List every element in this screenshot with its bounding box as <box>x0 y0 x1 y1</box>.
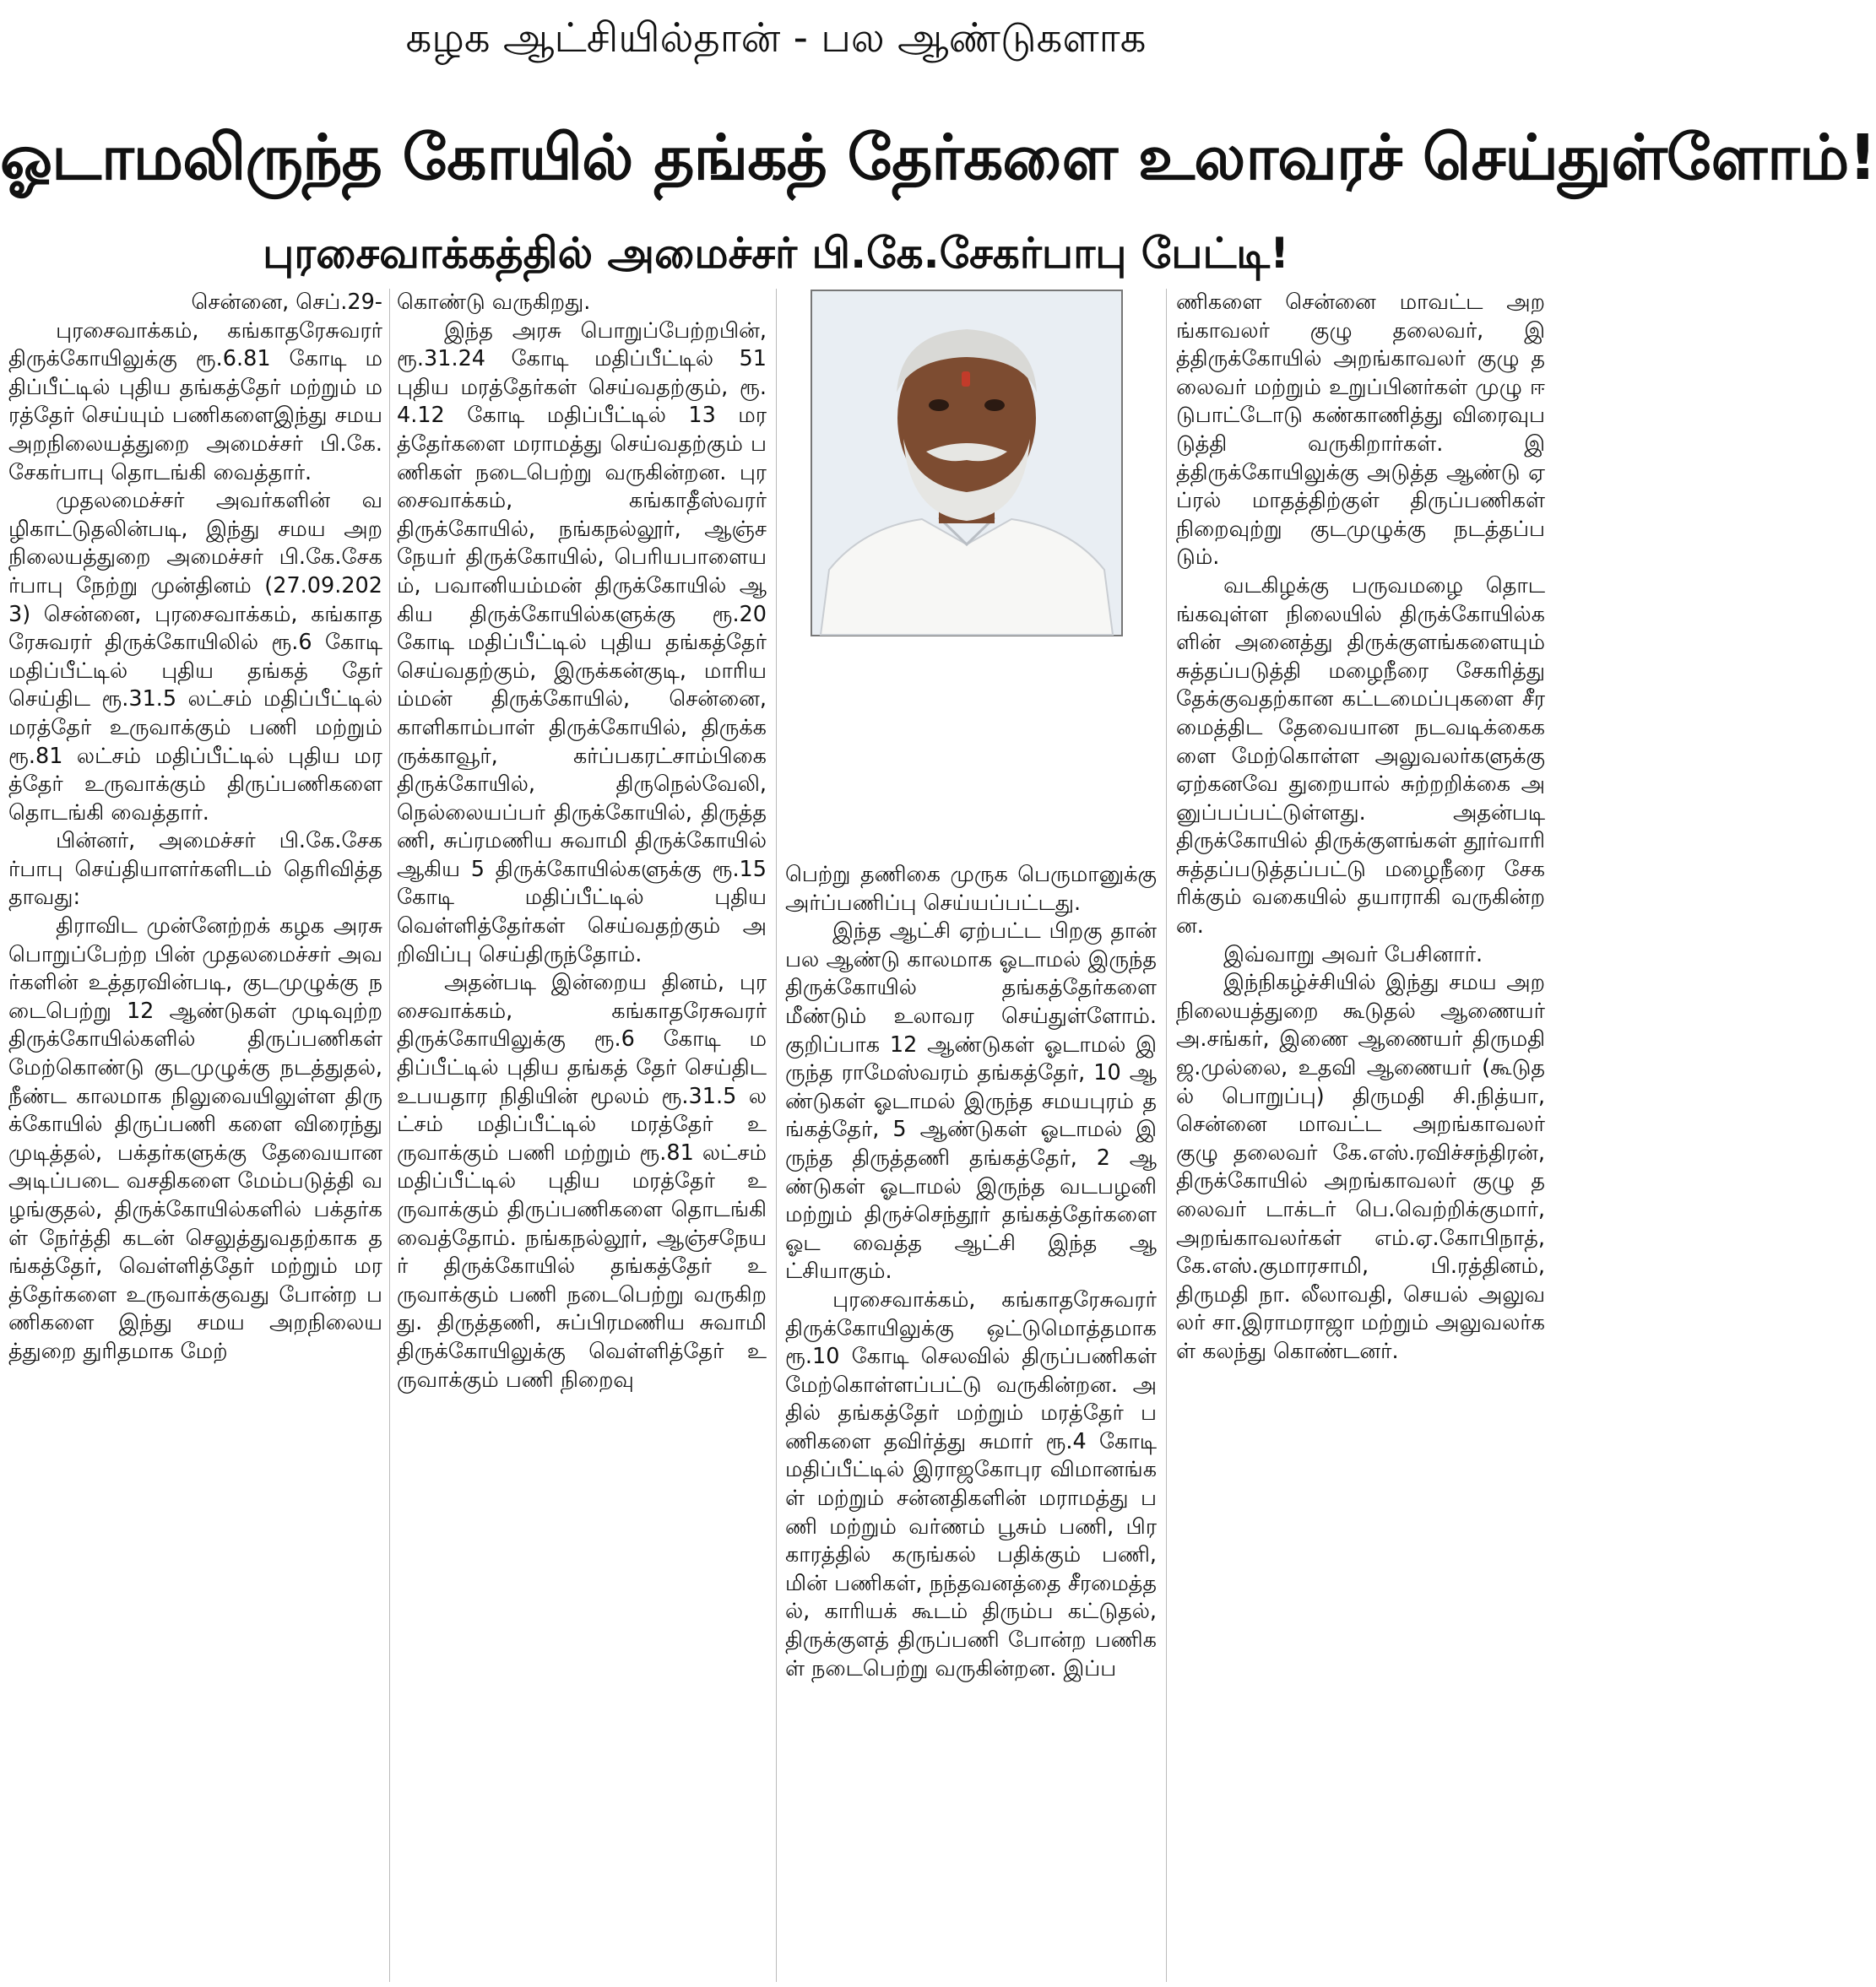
headline: ஓடாமலிருந்த கோயில் தங்கத் தேர்களை உலாவரச் செய்துள்ளோம்! <box>0 122 1876 194</box>
paragraph: திராவிட முன்னேற்றக் கழக அரசு பொறுப்பேற்ற பின் முதலமைச்சர் அவர்களின் உத்தரவின்படி, குடமுழுக்கு நடைபெற்று 12 ஆண்டுகள் முடிவுற்ற திருக்கோயில்களில் திருப்பணிகள் மேற்கொண்டு குடமுழுக்கு நடத்துதல், நீண்ட காலமாக நிலுவையிலுள்ள திரு க்கோயில் திருப்பணி களை விரைந்து முடித்தல், பக்தர்களுக்கு தேவையான அடிப்படை வசதிகளை மேம்படுத்தி வழங்குதல், திருக்கோயில்களில் பக்தர்கள் நேர்த்தி கடன் செலுத்துவதற்காக தங்கத்தேர், வெள்ளித்தேர் மற்றும் மரத்தேர்களை உருவாக்குவது போன்ற பணிகளை இந்து சமய அறநிலையத்துறை துரிதமாக மேற் <box>8 913 382 1364</box>
paragraph: புரசைவாக்கம், கங்காதரேசுவரர் திருக்கோயிலுக்கு ஒட்டுமொத்தமாக ரூ.10 கோடி செலவில் திருப்பணிகள் மேற்கொள்ளப்பட்டு வருகின்றன. அதில் தங்கத்தேர் மற்றும் மரத்தேர் பணிகளை தவிர்த்து சுமார் ரூ.4 கோடி மதிப்பீட்டில் இராஜகோபுர விமானங்கள் மற்றும் சன்னதிகளின் மராமத்து பணி மற்றும் வர்ணம் பூசும் பணி, பிரகாரத்தில் கருங்கல் பதிக்கும் பணி, மின் பணிகள், நந்தவனத்தை சீரமைத்தல், காரியக் கூடம் திரும்ப கட்டுதல், திருக்குளத் திருப்பணி போன்ற பணிகள் நடைபெற்று வருகின்றன. இப்ப <box>785 1286 1157 1681</box>
paragraph: இந்நிகழ்ச்சியில் இந்து சமய அறநிலையத்துறை கூடுதல் ஆணையர் அ.சங்கர், இணை ஆணையர் திருமதி ஜ.முல்லை, உதவி ஆணையர் (கூடுதல் பொறுப்பு) திருமதி சி.நித்யா, சென்னை மாவட்ட அறங்காவலர் குழு தலைவர் கே.எஸ்.ரவிச்சந்திரன், திருக்கோயில் அறங்காவலர் குழு தலைவர் டாக்டர் பெ.வெற்றிக்குமார், அறங்காவலர்கள் எம்.ஏ.கோபிநாத், கே.எஸ்.குமாரசாமி, பி.ரத்தினம், திருமதி நா. லீலாவதி, செயல் அலுவலர் சா.இராமராஜா மற்றும் அலுவலர்கள் கலந்து கொண்டனர். <box>1176 970 1545 1364</box>
kicker-line: கழக ஆட்சியில்தான் - பல ஆண்டுகளாக <box>405 14 1147 62</box>
minister-portrait-photo <box>811 290 1123 636</box>
article-column-2 <box>397 289 767 1982</box>
column-divider <box>389 289 390 1982</box>
paragraph: இவ்வாறு அவர் பேசினார். <box>1223 941 1483 967</box>
column-divider <box>1166 289 1167 1982</box>
article-column-3 <box>785 861 1157 1982</box>
paragraph: இந்த ஆட்சி ஏற்பட்ட பிறகு தான் பல ஆண்டு காலமாக ஓடாமல் இருந்த திருக்கோயில் தங்கத்தேர்களை மீண்டும் உலாவர செய்துள்ளோம். குறிப்பாக 12 ஆண்டுகள் ஓடாமல் இருந்த ராமேஸ்வரம் தங்கத்தேர், 10 ஆண்டுகள் ஓடாமல் இருந்த சமயபுரம் தங்கத்தேர், 5 ஆண்டுகள் ஓடாமல் இருந்த திருத்தணி தங்கத்தேர், 2 ஆண்டுகள் ஓடாமல் இருந்த வடபழனி மற்றும் திருச்செந்தூர் தங்கத்தேர்களை ஓட வைத்த ஆட்சி இந்த ஆட்சியாகும். <box>785 918 1157 1285</box>
paragraph: ணிகளை சென்னை மாவட்ட அறங்காவலர் குழு தலைவர், இத்திருக்கோயில் அறங்காவலர் குழு தலைவர் மற்றும் உறுப்பினர்கள் முழு ஈடுபாட்டோடு கண்காணித்து விரைவுபடுத்தி வருகிறார்கள். இத்திருக்கோயிலுக்கு அடுத்த ஆண்டு ஏப்ரல் மாதத்திற்குள் திருப்பணிகள் நிறைவுற்று குடமுழுக்கு நடத்தப்படும். <box>1176 290 1545 571</box>
article-column-4 <box>1176 289 1545 1982</box>
paragraph: பின்னர், அமைச்சர் பி.கே.சேகர்பாபு செய்தியாளர்களிடம் தெரிவித்ததாவது: <box>8 828 382 911</box>
paragraph: இந்த அரசு பொறுப்பேற்றபின், ரூ.31.24 கோடி மதிப்பீட்டில் 51 புதிய மரத்தேர்கள் செய்வதற்கும், ரூ.4.12 கோடி மதிப்பீட்டில் 13 மரத்தேர்களை மராமத்து செய்வதற்கும் பணிகள் நடைபெற்று வருகின்றன. புரசைவாக்கம், கங்காதீஸ்வரர் திருக்கோயில், நங்கநல்லூர், ஆஞ்சநேயர் திருக்கோயில், பெரியபாளையம், பவானியம்மன் திருக்கோயில் ஆகிய திருக்கோயில்களுக்கு ரூ.20 கோடி மதிப்பீட்டில் புதிய தங்கத்தேர் செய்வதற்கும், இருக்கன்குடி, மாரியம்மன் திருக்கோயில், சென்னை, காளிகாம்பாள் திருக்கோயில், திருக்கருக்காவூர், கர்ப்பகரட்சாம்பிகை திருக்கோயில், திருநெல்வேலி, நெல்லையப்பர் திருக்கோயில், திருத்தணி, சுப்ரமணிய சுவாமி திருக்கோயில் ஆகிய 5 திருக்கோயில்களுக்கு ரூ.15 கோடி மதிப்பீட்டில் புதிய வெள்ளித்தேர்கள் செய்வதற்கும் அறிவிப்பு செய்திருந்தோம். <box>397 317 767 967</box>
article-column-1 <box>8 289 382 1982</box>
paragraph: வடகிழக்கு பருவமழை தொடங்கவுள்ள நிலையில் திருக்கோயில்களின் அனைத்து திருக்குளங்களையும் சுத்தப்படுத்தி மழைநீரை சேகரித்து தேக்குவதற்கான கட்டமைப்புகளை சீரமைத்திட தேவையான நடவடிக்கைகளை மேற்கொள்ள அலுவலர்களுக்கு ஏற்கனவே துறையால் சுற்றறிக்கை அனுப்பப்பட்டுள்ளது. அதன்படி திருக்கோயில் திருக்குளங்கள் தூர்வாரி சுத்தப்படுத்தப்பட்டு மழைநீரை சேகரிக்கும் வகையில் தயாராகி வருகின்றன. <box>1176 572 1545 939</box>
paragraph: கொண்டு வருகிறது. <box>397 290 591 315</box>
column-divider <box>776 289 777 1982</box>
portrait-illustration <box>812 291 1121 635</box>
dateline: சென்னை, செப்.29- <box>191 290 382 315</box>
paragraph: முதலமைச்சர் அவர்களின் வழிகாட்டுதலின்படி, இந்து சமய அறநிலையத்துறை அமைச்சர் பி.கே.சேகர்பாபு நேற்று முன்தினம் (27.09.2023) சென்னை, புரசைவாக்கம், கங்காதரேசுவரர் திருக்கோயிலில் ரூ.6 கோடி மதிப்பீட்டில் புதிய தங்கத் தேர் செய்திட ரூ.31.5 லட்சம் மதிப்பீட்டில் மரத்தேர் உருவாக்கும் பணி மற்றும் ரூ.81 லட்சம் மதிப்பீட்டில் புதிய மரத்தேர் உருவாக்கும் திருப்பணிகளை தொடங்கி வைத்தார். <box>8 488 382 826</box>
subheadline: புரசைவாக்கத்தில் அமைச்சர் பி.கே.சேகர்பாபு பேட்டி! <box>263 229 1289 278</box>
paragraph: அதன்படி இன்றைய தினம், புரசைவாக்கம், கங்காதரேசுவரர் திருக்கோயிலுக்கு ரூ.6 கோடி மதிப்பீட்டில் புதிய தங்கத் தேர் செய்திட உபயதார நிதியின் மூலம் ரூ.31.5 லட்சம் மதிப்பீட்டில் மரத்தேர் உருவாக்கும் பணி மற்றும் ரூ.81 லட்சம் மதிப்பீட்டில் புதிய மரத்தேர் உருவாக்கும் திருப்பணிகளை தொடங்கி வைத்தோம். நங்கநல்லூர், ஆஞ்சநேயர் திருக்கோயில் தங்கத்தேர் உருவாக்கும் பணி நடைபெற்று வருகிறது. திருத்தணி, சுப்பிரமணிய சுவாமி திருக்கோயிலுக்கு வெள்ளித்தேர் உருவாக்கும் பணி நிறைவு <box>397 970 767 1393</box>
paragraph: பெற்று தணிகை முருக பெருமானுக்கு அர்ப்பணிப்பு செய்யப்பட்டது. <box>785 862 1157 916</box>
paragraph: புரசைவாக்கம், கங்காதரேசுவரர் திருக்கோயிலுக்கு ரூ.6.81 கோடி மதிப்பீட்டில் புதிய தங்கத்தேர் மற்றும் மரத்தேர் செய்யும் பணிகளைஇந்து சமய அறநிலையத்துறை அமைச்சர் பி.கே.சேகர்பாபு தொடங்கி வைத்தார். <box>8 317 382 485</box>
